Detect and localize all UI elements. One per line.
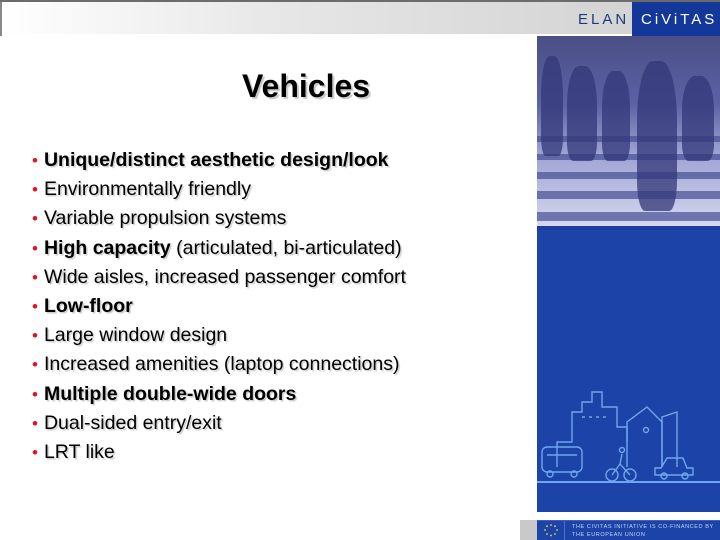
footer-text: THE CIVITAS INITIATIVE IS CO-FINANCED BY THE EUROPEAN UNION	[572, 524, 714, 538]
bullet-icon: •	[32, 151, 38, 170]
slide-title: Vehicles	[241, 68, 371, 104]
bullet-icon: •	[32, 384, 38, 404]
sidebar-panel	[537, 230, 720, 512]
header-bar	[0, 0, 720, 34]
elan-logo: ELAN	[578, 11, 630, 28]
bullet-item: • Dual-sided entry/exit	[32, 411, 222, 434]
civitas-logo: CiViTAS	[641, 11, 718, 28]
bullet-icon: •	[32, 267, 38, 287]
bullet-icon: •	[32, 413, 38, 433]
bullet-item: • High capacity (articulated, bi-articulated)	[32, 236, 402, 259]
bullet-item: • Multiple double-wide doors	[32, 382, 297, 405]
bullet-icon: •	[32, 238, 38, 258]
bullet-item: • Increased amenities (laptop connections)	[32, 353, 400, 376]
bullet-item: • Environmentally friendly	[32, 178, 251, 201]
eu-flag-icon	[537, 521, 565, 540]
bullet-item: • LRT like	[32, 441, 115, 464]
bullet-icon: •	[32, 326, 38, 346]
bullet-list	[32, 146, 406, 467]
header-edge	[0, 2, 2, 36]
bullet-icon: •	[32, 297, 38, 317]
city-transport-illustration	[537, 372, 720, 492]
pedestrians-crossing-photo	[537, 36, 720, 230]
bullet-item: • Unique/distinct aesthetic design/look	[32, 149, 389, 171]
bullet-item: • Low-floor	[32, 295, 133, 318]
bullet-item: • Large window design	[32, 324, 228, 347]
bullet-item: • Wide aisles, increased passenger comfort	[32, 265, 406, 288]
footer-bar	[537, 520, 720, 540]
bullet-icon: •	[32, 209, 38, 229]
bullet-icon: •	[32, 443, 38, 463]
civitas-logo-box	[632, 2, 720, 36]
footer-grey-block	[520, 520, 537, 540]
bullet-icon: •	[32, 180, 38, 200]
bullet-item: • Variable propulsion systems	[32, 207, 287, 230]
bullet-icon: •	[32, 355, 38, 375]
